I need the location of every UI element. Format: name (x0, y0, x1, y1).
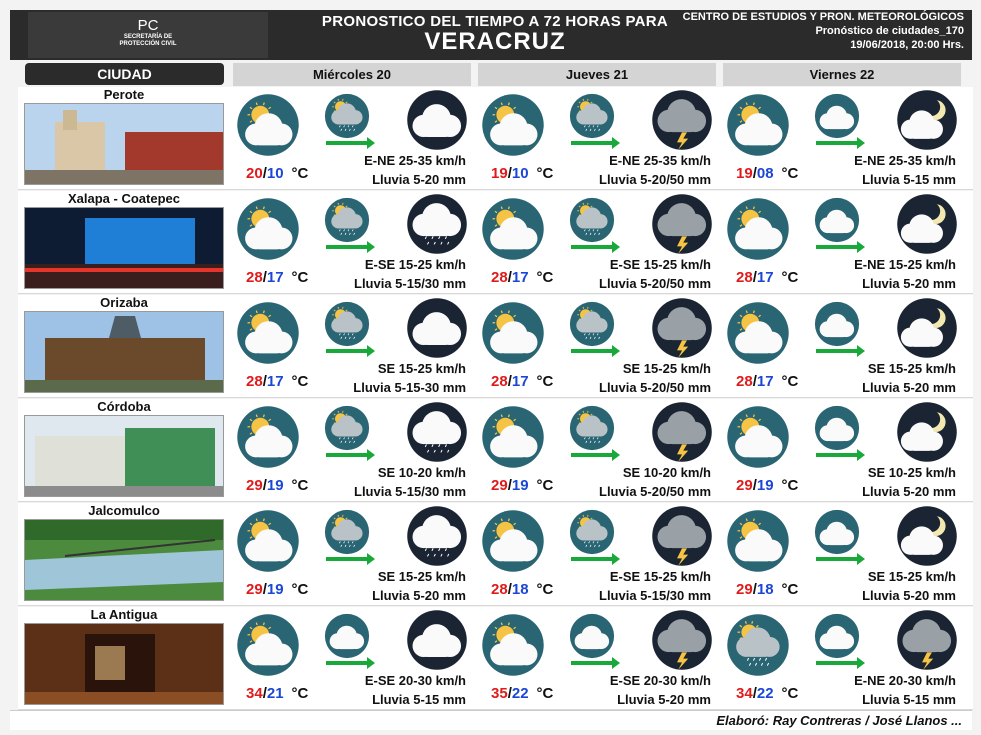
rain-text: Lluvia 5-15-30 mm (353, 380, 466, 395)
temp-separator: / (507, 685, 512, 702)
night-cloudy-icon (406, 609, 468, 676)
city-photo (24, 623, 224, 705)
temperature (246, 477, 308, 494)
pc-logo (28, 12, 268, 58)
wind-arrow-icon (326, 453, 368, 457)
temp-min: 17 (756, 373, 774, 390)
wind-text: SE 15-25 km/h (377, 569, 466, 584)
partly-cloudy-icon (236, 93, 300, 162)
forecast-cell-day1 (232, 503, 472, 606)
wind-arrow-icon (816, 349, 858, 353)
logo-sub2: PROTECCIÓN CIVIL (119, 41, 177, 47)
night-cloudy-icon (406, 89, 468, 156)
wind-arrow-icon (326, 349, 368, 353)
rain-text: Lluvia 5-20 mm (372, 172, 466, 187)
meta-product: Pronóstico de ciudades_170 (815, 25, 964, 37)
temp-max: 28 (246, 269, 263, 286)
rain-text: Lluvia 5-15 mm (372, 692, 466, 707)
temp-unit: °C (291, 581, 309, 598)
rain-text: Lluvia 5-20 mm (617, 692, 711, 707)
night-storm-icon (651, 297, 713, 364)
city-name: Jalcomulco (88, 503, 160, 518)
temperature (491, 581, 553, 598)
temp-separator: / (752, 477, 757, 494)
rain-text: Lluvia 5-20/50 mm (599, 172, 711, 187)
temperature (736, 581, 798, 598)
wind-text: SE 10-25 km/h (867, 465, 956, 480)
temp-separator: / (262, 477, 267, 494)
temp-unit: °C (536, 165, 554, 182)
night-storm-icon (651, 89, 713, 156)
temp-separator: / (262, 269, 267, 286)
forecast-cell-day2 (477, 503, 717, 606)
forecast-cell-day2 (477, 607, 717, 710)
temp-max: 29 (246, 477, 263, 494)
temp-min: 17 (266, 269, 284, 286)
wind-text: SE 15-25 km/h (622, 361, 711, 376)
wind-arrow-icon (326, 245, 368, 249)
wind-text: SE 15-25 km/h (377, 361, 466, 376)
temp-max: 29 (246, 581, 263, 598)
temp-unit: °C (536, 685, 554, 702)
wind-arrow-icon (816, 245, 858, 249)
temperature (491, 165, 553, 182)
city-row-4 (18, 503, 973, 606)
temperature (491, 685, 553, 702)
temp-unit: °C (781, 373, 799, 390)
sun-cloud-rain-icon (324, 301, 370, 352)
temp-separator: / (507, 269, 512, 286)
wind-arrow-icon (326, 141, 368, 145)
wind-arrow-icon (816, 453, 858, 457)
temp-max: 34 (246, 685, 263, 702)
wind-text: E-SE 15-25 km/h (609, 569, 711, 584)
sun-cloud-rain-icon (324, 405, 370, 456)
wind-arrow-icon (571, 453, 613, 457)
temp-min: 22 (756, 685, 774, 702)
temp-min: 18 (756, 581, 774, 598)
temp-min: 19 (266, 581, 284, 598)
wind-text: SE 15-25 km/h (867, 361, 956, 376)
city-row-0 (18, 87, 973, 190)
city-name: Orizaba (100, 295, 148, 310)
partly-cloudy-icon (726, 93, 790, 162)
wind-text: SE 15-25 km/h (867, 569, 956, 584)
rain-text: Lluvia 5-20/50 mm (599, 276, 711, 291)
temp-separator: / (507, 477, 512, 494)
partly-cloudy-icon (236, 405, 300, 474)
night-storm-icon (651, 193, 713, 260)
wind-text: SE 10-20 km/h (622, 465, 711, 480)
rain-text: Lluvia 5-20 mm (862, 588, 956, 603)
sun-cloud-rain-icon (569, 197, 615, 248)
temp-unit: °C (536, 373, 554, 390)
wind-arrow-icon (326, 557, 368, 561)
rain-text: Lluvia 5-15/30 mm (599, 588, 711, 603)
city-photo (24, 103, 224, 185)
moon-cloud-icon (896, 193, 958, 260)
wind-arrow-icon (326, 661, 368, 665)
moon-cloud-icon (896, 89, 958, 156)
forecast-cell-day3 (722, 607, 962, 710)
cloudy-icon (324, 613, 370, 664)
forecast-cell-day2 (477, 191, 717, 294)
cloudy-icon (814, 405, 860, 456)
temp-max: 28 (491, 373, 508, 390)
temp-unit: °C (291, 165, 309, 182)
temp-unit: °C (781, 685, 799, 702)
sun-cloud-rain-icon (569, 405, 615, 456)
temp-unit: °C (291, 477, 309, 494)
cloudy-icon (814, 197, 860, 248)
wind-arrow-icon (571, 557, 613, 561)
temp-separator: / (752, 581, 757, 598)
rain-text: Lluvia 5-20 mm (372, 588, 466, 603)
temp-separator: / (262, 373, 267, 390)
temp-separator: / (752, 165, 757, 182)
meta-date: 19/06/2018, 20:00 Hrs. (850, 39, 964, 51)
temp-unit: °C (536, 477, 554, 494)
wind-text: E-NE 15-25 km/h (854, 257, 956, 272)
wind-text: E-SE 20-30 km/h (609, 673, 711, 688)
temp-max: 28 (736, 373, 753, 390)
temperature (246, 373, 308, 390)
cloudy-icon (814, 93, 860, 144)
wind-text: E-NE 25-35 km/h (854, 153, 956, 168)
city-name: Perote (103, 87, 145, 102)
temp-unit: °C (536, 581, 554, 598)
temp-max: 34 (736, 685, 753, 702)
temperature (736, 477, 798, 494)
forecast-cell-day3 (722, 399, 962, 502)
temp-min: 19 (511, 477, 529, 494)
cloudy-icon (814, 509, 860, 560)
cloudy-icon (814, 613, 860, 664)
rain-text: Lluvia 5-15 mm (862, 172, 956, 187)
temp-min: 10 (511, 165, 529, 182)
temp-max: 28 (736, 269, 753, 286)
forecast-cell-day1 (232, 295, 472, 398)
city-row-2 (18, 295, 973, 398)
rain-text: Lluvia 5-20/50 mm (599, 484, 711, 499)
rain-text: Lluvia 5-20/50 mm (599, 380, 711, 395)
city-name: Xalapa - Coatepec (68, 191, 180, 206)
partly-cloudy-icon (726, 301, 790, 370)
night-storm-icon (651, 505, 713, 572)
city-name: Córdoba (97, 399, 151, 414)
logo-text: PC (137, 17, 159, 34)
temp-min: 19 (266, 477, 284, 494)
rain-text: Lluvia 5-15/30 mm (354, 484, 466, 499)
forecast-cell-day2 (477, 87, 717, 190)
temp-separator: / (507, 581, 512, 598)
wind-arrow-icon (571, 245, 613, 249)
temperature (736, 373, 798, 390)
temp-min: 10 (266, 165, 284, 182)
night-rain-icon (406, 193, 468, 260)
temperature (246, 165, 308, 182)
temperature (736, 685, 798, 702)
temp-unit: °C (781, 269, 799, 286)
partly-cloudy-icon (481, 197, 545, 266)
temperature (491, 269, 553, 286)
temp-separator: / (752, 685, 757, 702)
night-storm-icon (651, 609, 713, 676)
temp-unit: °C (781, 581, 799, 598)
wind-text: E-NE 20-30 km/h (854, 673, 956, 688)
night-cloudy-icon (406, 297, 468, 364)
night-storm-icon (651, 401, 713, 468)
temp-max: 20 (246, 165, 263, 182)
forecast-cell-day3 (722, 191, 962, 294)
sun-cloud-rain-icon (726, 613, 790, 682)
temp-min: 17 (756, 269, 774, 286)
temp-max: 29 (491, 477, 508, 494)
night-rain-icon (406, 401, 468, 468)
temp-separator: / (262, 685, 267, 702)
partly-cloudy-icon (726, 197, 790, 266)
forecast-cell-day1 (232, 399, 472, 502)
partly-cloudy-icon (236, 509, 300, 578)
sun-cloud-rain-icon (569, 93, 615, 144)
day-header-1: Miércoles 20 (233, 63, 471, 86)
city-photo (24, 519, 224, 601)
temp-unit: °C (781, 165, 799, 182)
day-header-2: Jueves 21 (478, 63, 716, 86)
rain-text: Lluvia 5-15 mm (862, 692, 956, 707)
temp-separator: / (262, 165, 267, 182)
night-storm-icon (896, 609, 958, 676)
title-line2: VERACRUZ (424, 28, 566, 55)
cloudy-icon (569, 613, 615, 664)
wind-arrow-icon (571, 661, 613, 665)
wind-arrow-icon (571, 141, 613, 145)
temp-max: 19 (736, 165, 753, 182)
forecast-cell-day1 (232, 191, 472, 294)
temp-separator: / (262, 581, 267, 598)
sun-cloud-rain-icon (324, 509, 370, 560)
temperature (736, 269, 798, 286)
rain-text: Lluvia 5-20 mm (862, 276, 956, 291)
moon-cloud-icon (896, 401, 958, 468)
header-bar (10, 10, 972, 60)
temp-min: 17 (511, 373, 529, 390)
temp-separator: / (752, 373, 757, 390)
cloudy-icon (814, 301, 860, 352)
partly-cloudy-icon (481, 613, 545, 682)
sun-cloud-rain-icon (324, 197, 370, 248)
temp-max: 28 (491, 581, 508, 598)
night-rain-icon (406, 505, 468, 572)
temp-unit: °C (781, 477, 799, 494)
sun-cloud-rain-icon (569, 509, 615, 560)
partly-cloudy-icon (726, 405, 790, 474)
temp-separator: / (507, 373, 512, 390)
forecast-cell-day2 (477, 295, 717, 398)
temperature (491, 373, 553, 390)
city-photo (24, 311, 224, 393)
forecast-cell-day3 (722, 295, 962, 398)
city-column-header: CIUDAD (25, 63, 224, 85)
wind-arrow-icon (571, 349, 613, 353)
temp-unit: °C (536, 269, 554, 286)
wind-arrow-icon (816, 557, 858, 561)
partly-cloudy-icon (481, 509, 545, 578)
partly-cloudy-icon (236, 197, 300, 266)
wind-text: E-SE 15-25 km/h (609, 257, 711, 272)
wind-arrow-icon (816, 661, 858, 665)
temp-unit: °C (291, 269, 309, 286)
title-line1: PRONOSTICO DEL TIEMPO A 72 HORAS PARA (321, 13, 669, 30)
temp-max: 29 (736, 477, 753, 494)
temp-min: 08 (756, 165, 774, 182)
moon-cloud-icon (896, 297, 958, 364)
rain-text: Lluvia 5-20 mm (862, 484, 956, 499)
city-name: La Antigua (90, 607, 158, 622)
meta-center: CENTRO DE ESTUDIOS Y PRON. METEOROLÓGICOS (682, 11, 964, 23)
partly-cloudy-icon (481, 301, 545, 370)
forecast-cell-day3 (722, 87, 962, 190)
credit-text: Elaboró: Ray Contreras / José Llanos ... (716, 713, 962, 728)
city-row-1 (18, 191, 973, 294)
temp-max: 35 (491, 685, 508, 702)
wind-text: E-SE 15-25 km/h (364, 257, 466, 272)
header-meta (683, 10, 964, 52)
temp-max: 19 (491, 165, 508, 182)
temp-max: 28 (246, 373, 263, 390)
wind-text: E-SE 20-30 km/h (364, 673, 466, 688)
temp-min: 17 (266, 373, 284, 390)
temp-unit: °C (291, 685, 309, 702)
partly-cloudy-icon (236, 301, 300, 370)
city-photo (24, 207, 224, 289)
temp-min: 21 (266, 685, 284, 702)
partly-cloudy-icon (481, 93, 545, 162)
city-photo (24, 415, 224, 497)
page-title (285, 13, 705, 54)
temp-unit: °C (291, 373, 309, 390)
rain-text: Lluvia 5-20 mm (862, 380, 956, 395)
moon-cloud-icon (896, 505, 958, 572)
wind-arrow-icon (816, 141, 858, 145)
temperature (491, 477, 553, 494)
forecast-cell-day2 (477, 399, 717, 502)
temperature (246, 269, 308, 286)
wind-text: E-NE 25-35 km/h (609, 153, 711, 168)
city-row-5 (18, 607, 973, 710)
temp-min: 17 (511, 269, 529, 286)
partly-cloudy-icon (726, 509, 790, 578)
temp-min: 19 (756, 477, 774, 494)
temperature (246, 581, 308, 598)
footer (10, 710, 972, 730)
day-header-3: Viernes 22 (723, 63, 961, 86)
temp-separator: / (752, 269, 757, 286)
city-row-3 (18, 399, 973, 502)
temp-max: 28 (491, 269, 508, 286)
temp-min: 18 (511, 581, 529, 598)
sun-cloud-rain-icon (324, 93, 370, 144)
forecast-cell-day1 (232, 87, 472, 190)
temp-min: 22 (511, 685, 529, 702)
logo-sub1: SECRETARÍA DE (123, 34, 173, 40)
partly-cloudy-icon (236, 613, 300, 682)
temperature (246, 685, 308, 702)
temp-max: 29 (736, 581, 753, 598)
forecast-cell-day3 (722, 503, 962, 606)
rain-text: Lluvia 5-15/30 mm (354, 276, 466, 291)
temp-separator: / (507, 165, 512, 182)
wind-text: SE 10-20 km/h (377, 465, 466, 480)
wind-text: E-NE 25-35 km/h (364, 153, 466, 168)
temperature (736, 165, 798, 182)
sun-cloud-rain-icon (569, 301, 615, 352)
partly-cloudy-icon (481, 405, 545, 474)
forecast-cell-day1 (232, 607, 472, 710)
